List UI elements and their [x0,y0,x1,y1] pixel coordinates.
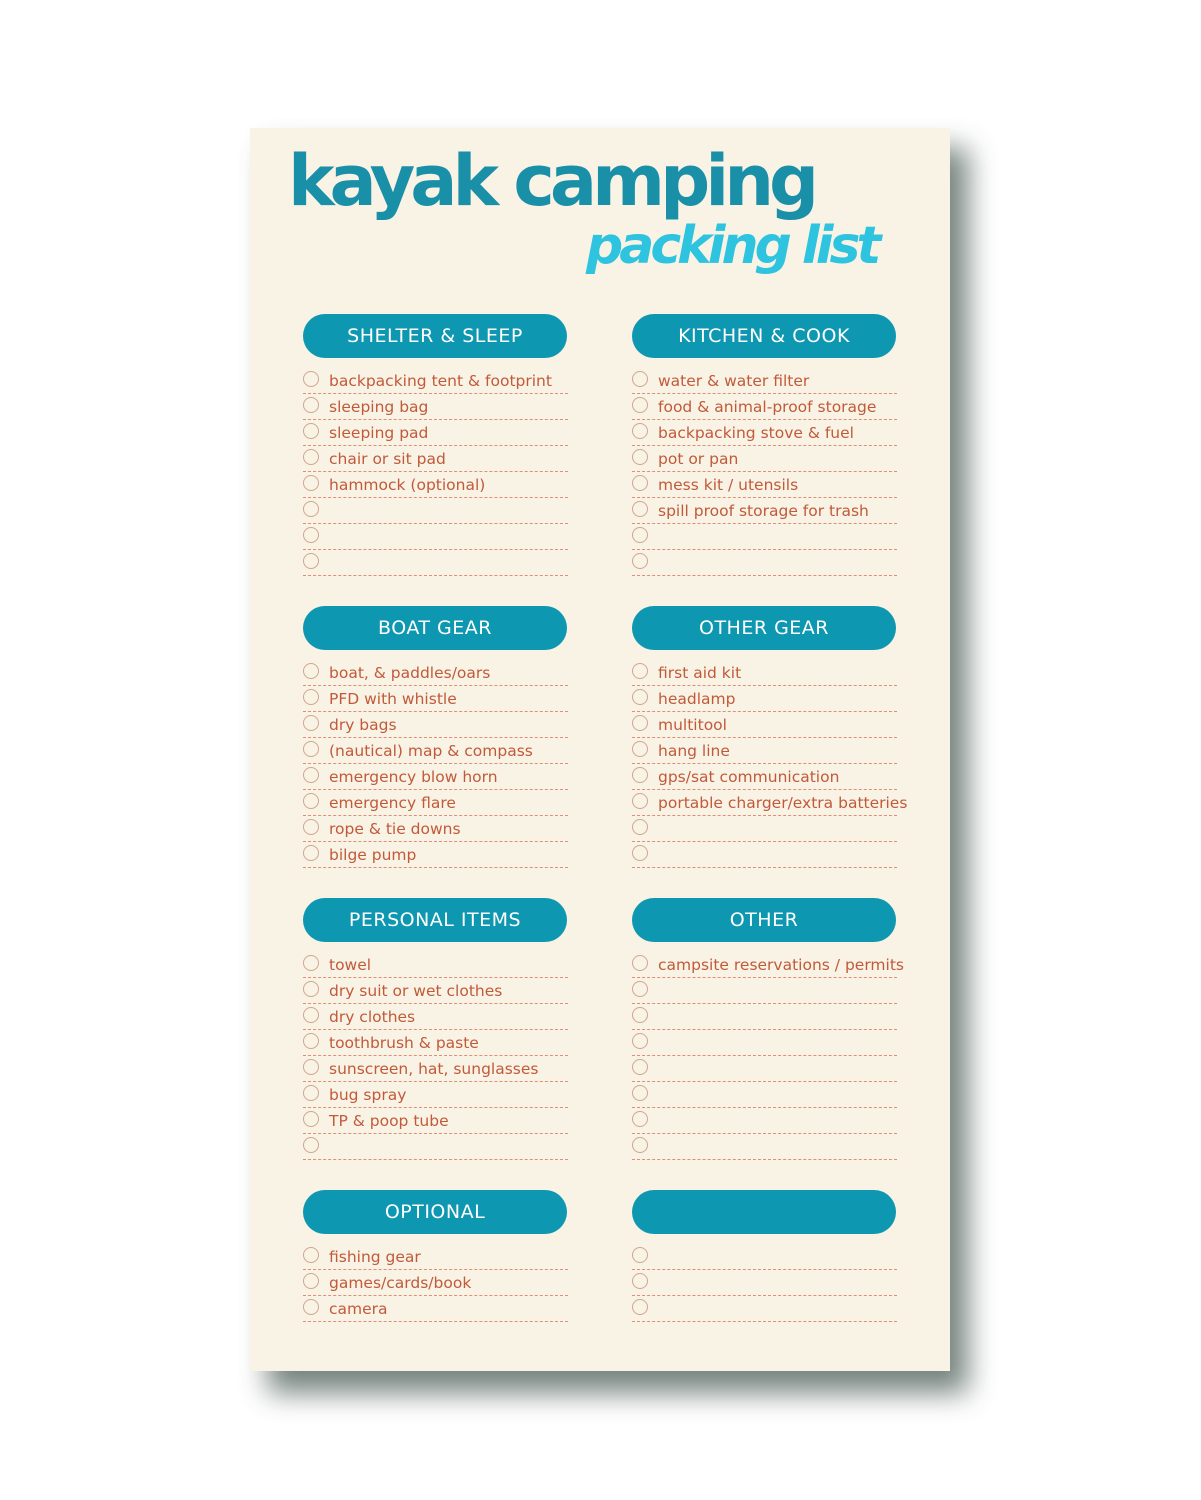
checkbox-circle-icon[interactable] [632,553,648,569]
section-other [632,898,904,1160]
checklist-item[interactable] [632,472,897,498]
checkbox-circle-icon[interactable] [303,741,319,757]
checklist-item[interactable] [632,498,897,524]
checklist-item[interactable] [303,686,568,712]
checkbox-circle-icon[interactable] [303,475,319,491]
item-label: backpacking stove & fuel [658,424,854,442]
checkbox-circle-icon[interactable] [632,371,648,387]
section-boat-gear [303,606,568,868]
checklist-item[interactable] [303,1134,568,1160]
checkbox-circle-icon[interactable] [303,1059,319,1075]
checkbox-circle-icon[interactable] [632,449,648,465]
checklist-item[interactable] [303,1244,568,1270]
checkbox-circle-icon[interactable] [632,689,648,705]
checklist-item[interactable] [303,816,568,842]
checklist-item[interactable] [303,1030,568,1056]
item-label: bilge pump [329,846,417,864]
item-label: toothbrush & paste [329,1034,479,1052]
checklist-item[interactable] [303,660,568,686]
checkbox-circle-icon[interactable] [632,793,648,809]
checkbox-circle-icon[interactable] [632,981,648,997]
checklist [632,952,904,1160]
checklist [632,1244,897,1322]
checkbox-circle-icon[interactable] [303,715,319,731]
checklist-item[interactable] [632,524,897,550]
checkbox-circle-icon[interactable] [303,1007,319,1023]
checklist-item[interactable] [303,712,568,738]
checklist-item[interactable] [632,368,897,394]
checklist-item[interactable] [632,1004,897,1030]
checklist-item[interactable] [303,446,568,472]
checklist-item[interactable] [632,394,897,420]
packing-list-card [250,128,950,1371]
item-label: PFD with whistle [329,690,457,708]
item-label: first aid kit [658,664,742,682]
item-label: dry bags [329,716,397,734]
item-label: games/cards/book [329,1274,472,1292]
checkbox-circle-icon[interactable] [632,397,648,413]
section-optional [303,1190,568,1322]
section-other-gear [632,606,908,868]
checklist-item[interactable] [303,842,568,868]
checklist-item[interactable] [303,1004,568,1030]
item-label: emergency flare [329,794,456,812]
checkbox-circle-icon[interactable] [303,955,319,971]
item-label: sleeping bag [329,398,429,416]
checkbox-circle-icon[interactable] [303,767,319,783]
checklist-item[interactable] [632,550,897,576]
checkbox-circle-icon[interactable] [632,527,648,543]
item-label: chair or sit pad [329,450,446,468]
checklist [632,368,897,576]
checkbox-circle-icon[interactable] [632,1111,648,1127]
checklist-item[interactable] [303,368,568,394]
checkbox-circle-icon[interactable] [632,819,648,835]
checklist-item[interactable] [632,764,897,790]
item-label: water & water filter [658,372,810,390]
checkbox-circle-icon[interactable] [632,845,648,861]
checkbox-circle-icon[interactable] [303,1299,319,1315]
section-blank [632,1190,897,1322]
checklist-item[interactable] [632,1030,897,1056]
checkbox-circle-icon[interactable] [303,527,319,543]
item-label: food & animal-proof storage [658,398,877,416]
item-label: pot or pan [658,450,739,468]
checkbox-circle-icon[interactable] [632,1007,648,1023]
checklist-item[interactable] [303,1056,568,1082]
item-label: emergency blow horn [329,768,498,786]
checklist-item[interactable] [632,1056,897,1082]
checklist-item[interactable] [303,1082,568,1108]
checklist-item[interactable] [632,1082,897,1108]
checkbox-circle-icon[interactable] [632,955,648,971]
checklist [303,1244,568,1322]
checkbox-circle-icon[interactable] [632,475,648,491]
item-label: dry suit or wet clothes [329,982,503,1000]
checklist-item[interactable] [303,1108,568,1134]
section-kitchen-cook [632,314,897,576]
section-heading: OTHER [632,898,896,942]
item-label: spill proof storage for trash [658,502,869,520]
checklist-item[interactable] [632,660,897,686]
checkbox-circle-icon[interactable] [632,715,648,731]
checklist-item[interactable] [632,1108,897,1134]
checklist-item[interactable] [632,1270,897,1296]
item-label: rope & tie downs [329,820,461,838]
checklist-item[interactable] [632,952,904,978]
checklist-item[interactable] [632,712,897,738]
checklist-item[interactable] [303,498,568,524]
item-label: dry clothes [329,1008,416,1026]
item-label: towel [329,956,372,974]
checkbox-circle-icon[interactable] [303,689,319,705]
item-label: campsite reservations / permits [658,956,904,974]
checklist-item[interactable] [632,686,897,712]
checklist-item[interactable] [303,394,568,420]
section-shelter-sleep [303,314,568,576]
item-label: boat, & paddles/oars [329,664,491,682]
checklist-item[interactable] [632,446,897,472]
checklist [303,952,568,1160]
section-heading: BOAT GEAR [303,606,567,650]
section-heading [632,1190,896,1234]
checklist-item[interactable] [303,1270,568,1296]
checkbox-circle-icon[interactable] [632,1059,648,1075]
title-main: kayak camping [288,140,815,222]
item-label: sleeping pad [329,424,429,442]
checklist-item[interactable] [632,1296,897,1322]
item-label: headlamp [658,690,736,708]
checklist [632,660,908,868]
item-label: gps/sat communication [658,768,840,786]
item-label: camera [329,1300,388,1318]
checklist-item[interactable] [303,738,568,764]
checkbox-circle-icon[interactable] [632,663,648,679]
checklist-item[interactable] [632,842,897,868]
checklist-item[interactable] [303,978,568,1004]
checklist-item[interactable] [303,524,568,550]
checkbox-circle-icon[interactable] [303,663,319,679]
checkbox-circle-icon[interactable] [303,553,319,569]
checklist-item[interactable] [303,1296,568,1322]
checklist-item[interactable] [303,472,568,498]
checkbox-circle-icon[interactable] [303,1247,319,1263]
checkbox-circle-icon[interactable] [303,845,319,861]
checkbox-circle-icon[interactable] [303,423,319,439]
checklist-item[interactable] [632,1244,897,1270]
item-label: hang line [658,742,730,760]
checklist-item[interactable] [632,1134,897,1160]
checkbox-circle-icon[interactable] [632,1085,648,1101]
checklist-item[interactable] [632,738,897,764]
section-heading: OPTIONAL [303,1190,567,1234]
checkbox-circle-icon[interactable] [303,1273,319,1289]
section-heading: PERSONAL ITEMS [303,898,567,942]
checklist-item[interactable] [303,764,568,790]
checkbox-circle-icon[interactable] [303,1137,319,1153]
checkbox-circle-icon[interactable] [632,423,648,439]
checkbox-circle-icon[interactable] [303,1033,319,1049]
section-heading: SHELTER & SLEEP [303,314,567,358]
checkbox-circle-icon[interactable] [303,819,319,835]
checklist-item[interactable] [632,816,897,842]
checkbox-circle-icon[interactable] [632,1273,648,1289]
item-label: bug spray [329,1086,407,1104]
checkbox-circle-icon[interactable] [632,501,648,517]
checkbox-circle-icon[interactable] [303,449,319,465]
checklist-item[interactable] [632,978,897,1004]
item-label: (nautical) map & compass [329,742,533,760]
title-sub: packing list [586,216,878,276]
item-label: hammock (optional) [329,476,486,494]
checklist-item[interactable] [303,790,568,816]
item-label: mess kit / utensils [658,476,799,494]
checkbox-circle-icon[interactable] [303,981,319,997]
checkbox-circle-icon[interactable] [632,1299,648,1315]
checkbox-circle-icon[interactable] [632,767,648,783]
checklist-item[interactable] [632,790,908,816]
checkbox-circle-icon[interactable] [303,397,319,413]
checkbox-circle-icon[interactable] [632,1247,648,1263]
item-label: TP & poop tube [329,1112,449,1130]
section-personal-items [303,898,568,1160]
checklist-item[interactable] [303,420,568,446]
item-label: multitool [658,716,727,734]
checkbox-circle-icon[interactable] [303,501,319,517]
section-heading: KITCHEN & COOK [632,314,896,358]
checklist-item[interactable] [303,550,568,576]
item-label: portable charger/extra batteries [658,794,908,812]
checkbox-circle-icon[interactable] [303,1085,319,1101]
checkbox-circle-icon[interactable] [303,371,319,387]
checkbox-circle-icon[interactable] [303,1111,319,1127]
checklist [303,368,568,576]
item-label: sunscreen, hat, sunglasses [329,1060,539,1078]
checklist-item[interactable] [632,420,897,446]
checkbox-circle-icon[interactable] [632,741,648,757]
checklist-item[interactable] [303,952,568,978]
item-label: fishing gear [329,1248,421,1266]
checkbox-circle-icon[interactable] [632,1033,648,1049]
checkbox-circle-icon[interactable] [632,1137,648,1153]
checklist [303,660,568,868]
checkbox-circle-icon[interactable] [303,793,319,809]
section-heading: OTHER GEAR [632,606,896,650]
item-label: backpacking tent & footprint [329,372,552,390]
